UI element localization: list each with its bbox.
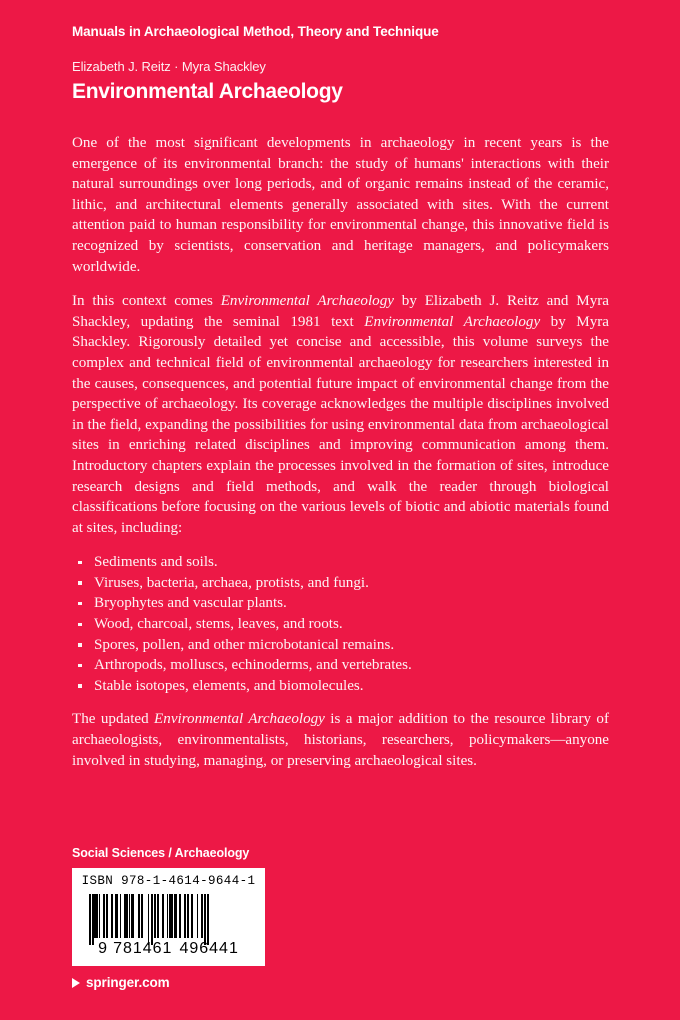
cover-footer	[72, 846, 372, 990]
list-item	[72, 635, 609, 656]
para2-text-1: In this context comes	[72, 293, 221, 310]
para3-text-2: is a major addition to the resource library of archaeologists, environmentalists, historians, researchers, policymakers—anyone involved in studying, managing, or preserving archaeological sites.	[72, 711, 609, 769]
isbn-barcode	[72, 868, 265, 966]
publisher-url-label: springer.com	[86, 975, 170, 990]
para2-text-3: by Myra Shackley. Rigorously detailed yet concise and accessible, this volume surveys the complex and technical field of environmental archaeology for researchers interested in the causes, consequences, and potential future impact of environmental change from the perspective of archaeology. Its coverage acknowledges the multiple disciplines involved in the field, expanding the possibilities for using environmental data from archaeological sites in enriching related disciplines and improving communication among them. Introductory chapters explain the processes involved in the formation of sites, introduce research designs and field methods, and walk the reader through biological classifications before focusing on the various levels of biotic and abiotic materials found at sites, including:	[72, 313, 609, 536]
barcode-digit-lead: 9	[98, 940, 109, 957]
list-item-label: Viruses, bacteria, archaea, protists, and fungi.	[94, 574, 369, 591]
author-names: Elizabeth J. Reitz · Myra Shackley	[72, 59, 266, 74]
list-item-label: Bryophytes and vascular plants.	[94, 595, 287, 612]
publisher-link[interactable]	[72, 975, 372, 990]
list-item	[72, 573, 609, 594]
book-title: Environmental Archaeology	[72, 80, 343, 103]
bullet-square-icon	[78, 581, 82, 585]
feature-list	[72, 552, 609, 696]
list-item	[72, 676, 609, 697]
blurb-section	[72, 133, 609, 771]
list-item-label: Stable isotopes, elements, and biomolecules.	[94, 677, 364, 694]
bullet-square-icon	[78, 602, 82, 606]
series-title: Manuals in Archaeological Method, Theory and Technique	[72, 24, 439, 39]
barcode-digit-group-1: 781461	[113, 940, 173, 957]
para2-text-2: by Elizabeth J. Reitz and Myra Shackley, updating the seminal 1981 text	[72, 293, 609, 330]
list-item	[72, 614, 609, 635]
list-item-label: Spores, pollen, and other microbotanical remains.	[94, 636, 395, 653]
list-item	[72, 593, 609, 614]
blurb-paragraph-1: One of the most significant developments in archaeology in recent years is the emergence of its environmental branch: the study of humans' interactions with their natural surroundings over long periods, and of organic remains instead of the ceramic, lithic, and architectural elements generally associated with sites. With the current attention paid to human responsibility for environmental change, this innovative field is recognized by scientists, conservation and heritage managers, and policymakers worldwide.	[72, 135, 609, 275]
subject-category: Social Sciences / Archaeology	[72, 846, 250, 860]
barcode-digit-group-2: 496441	[179, 940, 239, 957]
bullet-square-icon	[78, 623, 82, 627]
bullet-square-icon	[78, 561, 82, 565]
blurb-paragraph-3	[72, 709, 609, 771]
bullet-square-icon	[78, 664, 82, 668]
barcode-digits	[72, 940, 265, 958]
list-item-label: Arthropods, molluscs, echinoderms, and vertebrates.	[94, 657, 412, 674]
list-item	[72, 552, 609, 573]
para3-text-1: The updated	[72, 711, 155, 728]
para2-title-2: Environmental Archaeology	[364, 313, 541, 330]
play-triangle-icon	[72, 978, 80, 988]
isbn-number: ISBN 978-1-4614-9644-1	[81, 874, 256, 888]
list-item-label: Sediments and soils.	[94, 554, 218, 571]
list-item	[72, 655, 609, 676]
blurb-paragraph-2	[72, 291, 609, 538]
bullet-square-icon	[78, 684, 82, 688]
list-item-label: Wood, charcoal, stems, leaves, and roots.	[94, 616, 343, 633]
para2-title-1: Environmental Archaeology	[220, 293, 394, 310]
bullet-square-icon	[78, 643, 82, 647]
barcode-bars	[89, 894, 248, 944]
para3-title-1: Environmental Archaeology	[154, 711, 325, 728]
cover-header	[72, 24, 612, 104]
